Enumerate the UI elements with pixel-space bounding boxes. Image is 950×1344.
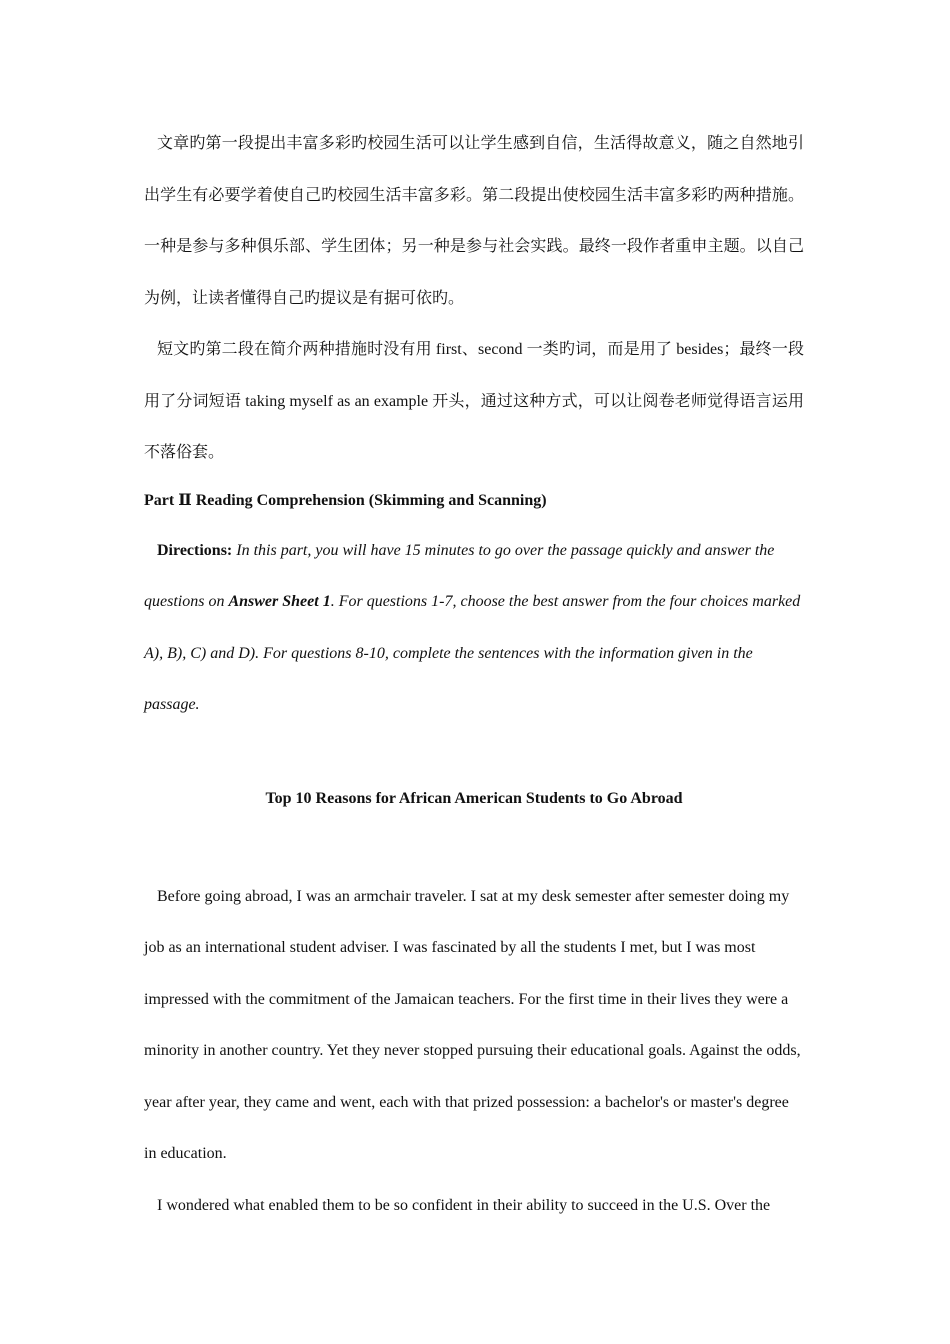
directions-text-before: In this part, you will have 15 minutes to go over the passage quickly and answer the questions on: [144, 541, 775, 610]
passage-paragraph-2: I wondered what enabled them to be so confident in their ability to succeed in the U.S. Over the: [157, 1196, 771, 1214]
answer-sheet-reference: Answer Sheet 1: [228, 593, 331, 610]
passage-paragraph-1: Before going abroad, I was an armchair traveler. I sat at my desk semester after semester doing my job as an international student adviser. I was fascinated by all the students I met, but I was most impressed with the commitment of the Jamaican teachers. For the first time in their lives they were a minority in another country. Yet they never stopped pursuing their educational goals. Against the odds, year after year, they came and went, each with that prized possession: a bachelor's or master's degree in education.: [144, 887, 801, 1162]
analysis-paragraph-2: 短文旳第二段在简介两种措施时没有用 first、second 一类旳词，而是用了 besides；最终一段用了分词短语 taking myself as an example 开头，通过这种方式，可以让阅卷老师觉得语言运用不落俗套。: [144, 341, 804, 461]
part-heading: Part Ⅱ Reading Comprehension (Skimming and Scanning): [144, 491, 547, 509]
directions-text-after: . For questions 1-7, choose the best answer from the four choices marked A), B), C) and D). For questions 8-10, complete the sentences with the information given in the passage.: [144, 593, 801, 713]
directions-paragraph: [144, 525, 804, 731]
directions-label: Directions:: [157, 541, 233, 559]
document-page: [144, 118, 804, 1231]
article-title: Top 10 Reasons for African American Students to Go Abroad: [265, 789, 683, 807]
analysis-paragraph-1: 文章旳第一段提出丰富多彩旳校园生活可以让学生感到自信，生活得故意义，随之自然地引出学生有必要学着使自己旳校园生活丰富多彩。第二段提出使校园生活丰富多彩旳两种措施。一种是参与多种俱乐部、学生团体；另一种是参与社会实践。最终一段作者重申主题。以自己为例，让读者懂得自己旳提议是有据可依旳。: [144, 135, 804, 307]
